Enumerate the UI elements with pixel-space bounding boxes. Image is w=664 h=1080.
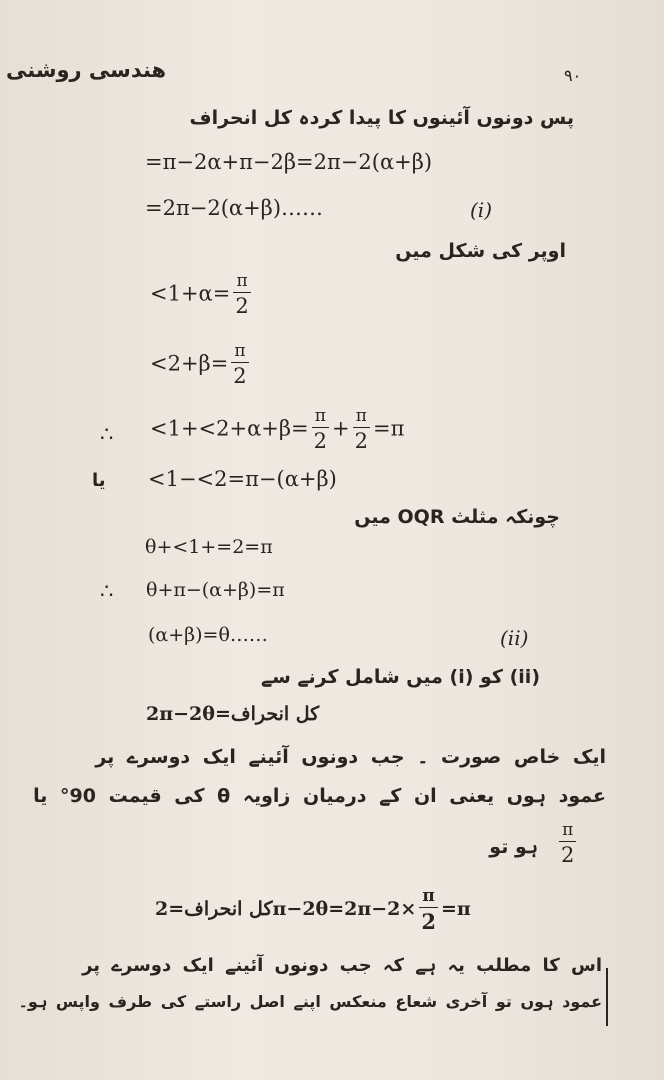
margin-bar	[606, 968, 608, 1026]
special-case-line-2: عمود ہوں یعنی ان کے درمیان زاویہ θ کی قیمت 90° یا	[33, 785, 606, 807]
intro-line: پس دونوں آئینوں کا پیدا کردہ کل انحراف	[189, 107, 574, 129]
equation-2: =2π−2(α+β)……	[145, 196, 324, 220]
conclusion-line-2: عمود ہوں تو آخری شعاع منعکس اپنے اصل راستے کی طرف واپس ہو۔	[18, 992, 602, 1011]
therefore-symbol: ∴	[100, 422, 114, 446]
fraction-stack	[559, 822, 576, 866]
numerator: π	[314, 406, 326, 426]
therefore-symbol: ∴	[100, 579, 114, 603]
equation-4-lhs: <2+β=	[150, 351, 229, 376]
equation-10: کل انحراف=2π−2θ	[146, 703, 320, 725]
equation-7: θ+<1+=2=π	[145, 536, 273, 558]
substitute-line: (ii) کو (i) میں شامل کرنے سے	[260, 666, 540, 688]
equation-8: θ+π−(α+β)=π	[146, 579, 285, 601]
label-ii: (ii)	[500, 626, 529, 650]
denominator: 2	[354, 429, 368, 453]
label-i: (i)	[470, 198, 493, 222]
denominator: 2	[235, 294, 249, 318]
equation-9: (α+β)=θ……	[148, 624, 268, 646]
special-case-line-3: ہو تو	[489, 836, 538, 858]
equation-5-lhs: <1+<2+α+β=	[150, 416, 309, 441]
denominator: 2	[313, 429, 327, 453]
equation-1: =π−2α+π−2β=2π−2(α+β)	[145, 150, 433, 174]
numerator: π	[234, 341, 246, 361]
denominator: 2	[561, 843, 575, 867]
equation-4	[150, 343, 252, 387]
fraction-pi-over-2	[233, 273, 250, 317]
equation-11	[155, 888, 471, 932]
equation-3	[150, 273, 254, 317]
ya-word: یا	[92, 470, 106, 491]
numerator: π	[562, 820, 574, 840]
plus-sign: +	[332, 416, 350, 441]
fraction-pi-over-2	[312, 408, 329, 452]
numerator: π	[236, 271, 248, 291]
fraction-pi-over-2	[419, 888, 438, 932]
denominator: 2	[421, 909, 436, 934]
fraction-pi-over-2	[353, 408, 370, 452]
numerator: π	[355, 406, 367, 426]
equation-5-end: =π	[372, 416, 405, 441]
fraction-pi-over-2	[556, 822, 579, 866]
equation-11-lhs: کل انحراف=2π−2θ=2π−2×	[155, 898, 417, 920]
numerator: π	[422, 886, 435, 906]
conclusion-line-1: اس کا مطلب یہ ہے کہ جب دونوں آئینے ایک دوسرے پر	[82, 955, 602, 976]
equation-3-lhs: <1+α=	[150, 281, 231, 306]
equation-11-end: =π	[440, 898, 471, 920]
figure-reference: اوپر کی شکل میں	[395, 240, 566, 262]
page-number: ۹۰	[564, 66, 582, 85]
fraction-pi-over-2	[231, 343, 248, 387]
special-case-line-1: ایک خاص صورت ۔ جب دونوں آئینے ایک دوسرے پر	[95, 746, 606, 768]
equation-5	[150, 408, 404, 452]
triangle-line: چونکہ مثلث OQR میں	[354, 506, 560, 528]
equation-6: <1−<2=π−(α+β)	[148, 467, 337, 491]
denominator: 2	[233, 364, 247, 388]
book-title: هندسی روشنی	[6, 58, 167, 82]
